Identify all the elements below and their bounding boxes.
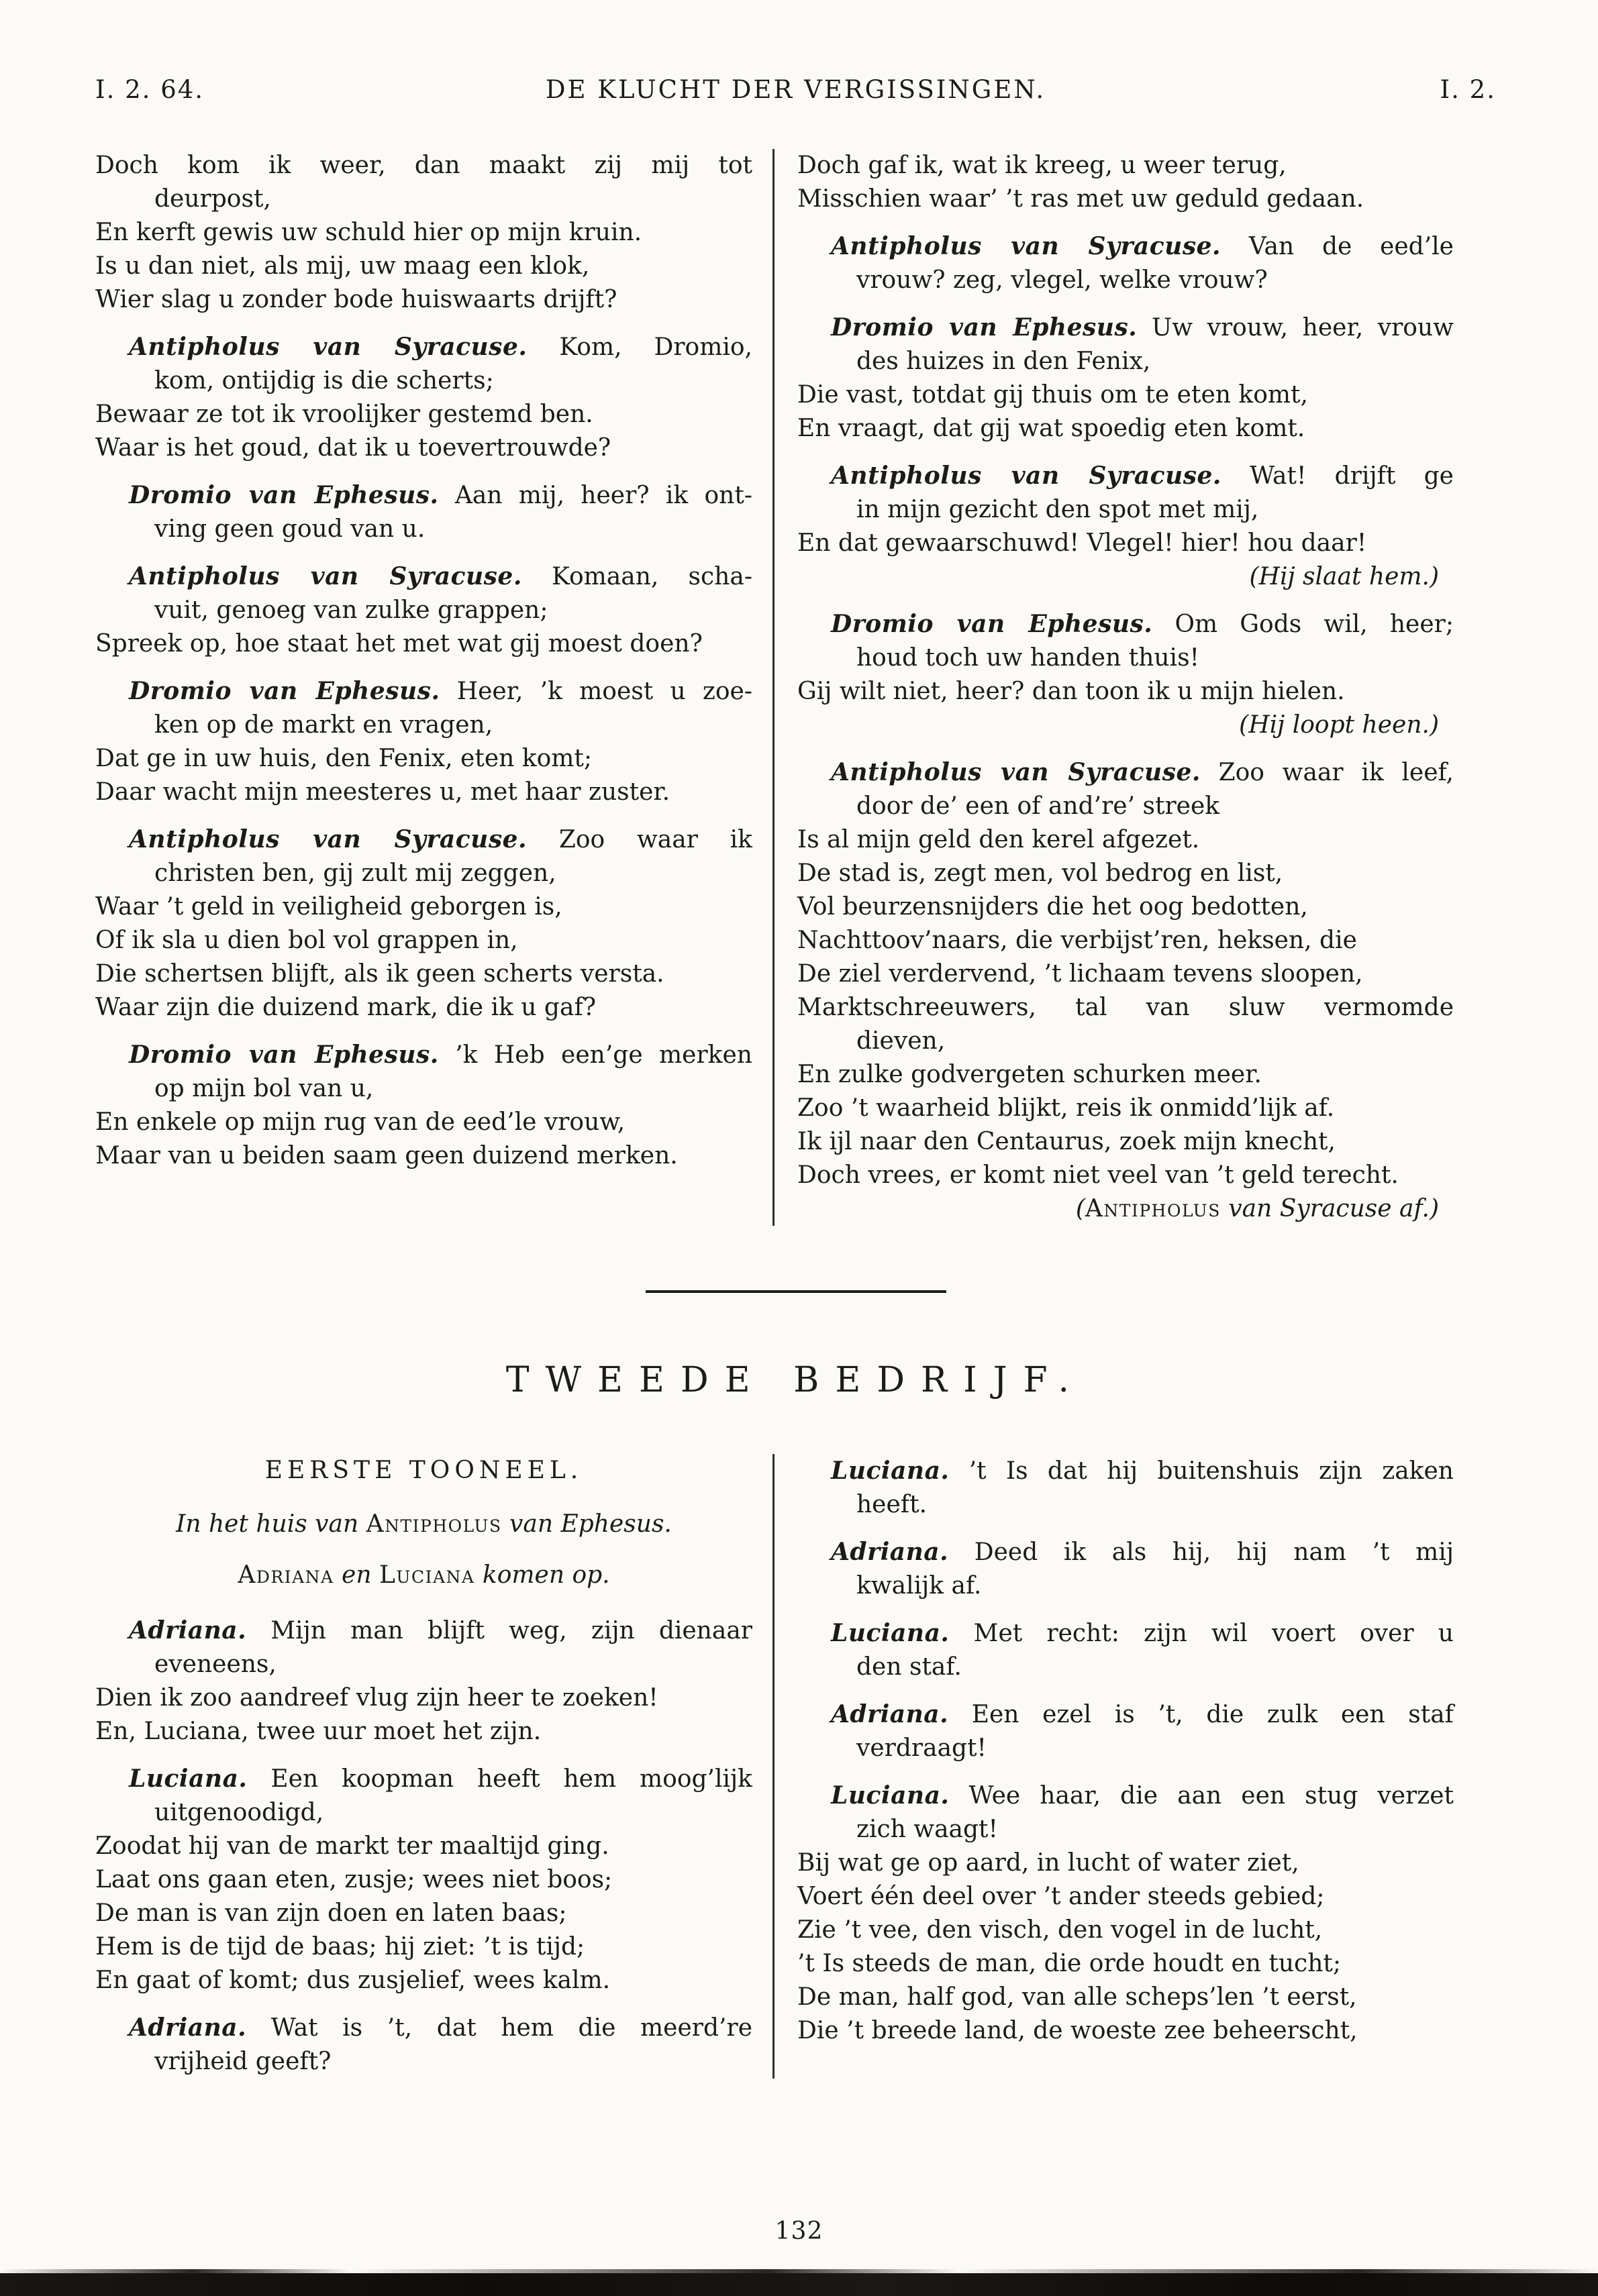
text-segment: Zie ’t vee, den visch, den vogel in de lucht, (797, 1916, 1323, 1944)
verse-line (797, 1846, 1454, 1880)
text-segment: Laat ons gaan eten, zusje; wees niet boos; (95, 1866, 613, 1893)
verse-line (95, 216, 752, 250)
text-segment: Luciana (379, 1561, 475, 1589)
text-segment: Ik ijl naar den Centaurus, zoek mijn knecht, (797, 1128, 1336, 1155)
text-segment: komen op. (475, 1561, 610, 1589)
verse-line (797, 1981, 1454, 2014)
speaker-name: Dromio van Ephesus. (129, 677, 440, 705)
text-segment: En zulke godvergeten schurken meer. (797, 1061, 1262, 1088)
verse-line (797, 182, 1454, 216)
verse-line (797, 1125, 1454, 1159)
text-segment: in mijn gezicht den spot met mij, (856, 496, 1259, 523)
verse-line (95, 478, 752, 513)
text-segment: Bij wat ge op aard, in lucht of water ziet, (797, 1849, 1299, 1877)
header-act-scene-line: I. 2. 64. (95, 75, 205, 104)
verse-line (95, 924, 752, 957)
text-segment: Is al mijn geld den kerel afgezet. (797, 826, 1200, 853)
verse-line (95, 742, 752, 776)
verse-line (797, 311, 1454, 345)
verse-line (95, 1830, 752, 1863)
text-segment: En gaat of komt; dus zusjelief, wees kalm. (95, 1967, 611, 1994)
text-segment: van Ephesus. (501, 1510, 672, 1538)
verse-line (797, 607, 1454, 641)
verse-line (797, 1025, 1454, 1058)
verse-line (95, 1106, 752, 1139)
text-segment: op mijn bol van u, (154, 1075, 374, 1102)
verse-line (797, 345, 1454, 378)
text-segment: Vol beurzensnijders die het oog bedotten, (797, 893, 1308, 921)
verse-line (797, 527, 1454, 560)
speaker-name: Adriana. (831, 1538, 949, 1566)
verse-line (95, 823, 752, 857)
text-segment: Mijn man blijft weg, zijn dienaar (246, 1617, 752, 1645)
speaker-name: Luciana. (129, 1765, 248, 1793)
text-segment: Voert één deel over ’t ander steeds gebied; (797, 1883, 1325, 1910)
text-segment: vrijheid geeft? (154, 2048, 332, 2075)
verse-line (95, 330, 752, 364)
verse-line (797, 1159, 1454, 1192)
verse-line (797, 1092, 1454, 1125)
text-segment: Zoo ’t waarheid blijkt, reis ik onmidd’lijk af. (797, 1094, 1335, 1122)
text-segment: En enkele op mijn rug van de eed’le vrouw, (95, 1108, 626, 1136)
text-segment: van Syracuse af.) (1220, 1195, 1439, 1222)
verse-line (797, 991, 1454, 1025)
text-segment: dieven, (856, 1027, 946, 1055)
speaker-name: Dromio van Ephesus. (831, 610, 1153, 638)
text-segment: Wee haar, die aan een stug verzet (949, 1782, 1454, 1810)
speaker-name: Adriana. (129, 2014, 247, 2042)
speaker-name: Antipholus van Syracuse. (129, 562, 522, 590)
text-segment: door de’ een of and’re’ streek (856, 792, 1220, 820)
verse-line (95, 594, 752, 627)
speaker-name: Antipholus van Syracuse. (129, 825, 528, 853)
text-segment: Dat ge in uw huis, den Fenix, eten komt; (95, 745, 592, 772)
scene-location (95, 1508, 752, 1541)
verse-line (95, 1796, 752, 1830)
text-segment: Doch kom ik weer, dan maakt zij mij tot (95, 152, 752, 179)
verse-line (797, 1058, 1454, 1092)
text-segment: Antipholus (366, 1510, 502, 1538)
text-segment: en (334, 1561, 379, 1589)
speaker-name: Antipholus van Syracuse. (831, 462, 1221, 490)
text-segment: christen ben, gij zult mij zeggen, (154, 859, 556, 887)
stage-direction (797, 1192, 1454, 1226)
text-segment: Antipholus (1085, 1195, 1221, 1222)
text-segment: Waar is het goud, dat ik u toevertrouwde? (95, 434, 611, 462)
text-segment: En vraagt, dat gij wat spoedig eten komt. (797, 415, 1305, 442)
text-segment: Aan mij, heer? ik ont- (438, 482, 752, 509)
text-segment: De ziel verdervend, ’t lichaam tevens sloopen, (797, 960, 1363, 988)
text-segment: ( (1075, 1195, 1085, 1222)
top-right-column (775, 149, 1454, 1226)
text-segment: heeft. (856, 1491, 928, 1518)
text-segment: Een koopman heeft hem moog’lijk (247, 1765, 752, 1793)
verse-line (797, 1732, 1454, 1765)
verse-line (797, 1454, 1454, 1488)
verse-line (95, 1930, 752, 1964)
verse-line (95, 1139, 752, 1173)
text-segment: Doch vrees, er komt niet veel van ’t geld terecht. (797, 1161, 1399, 1189)
text-segment: Bewaar ze tot ik vroolijker gestemd ben. (95, 401, 593, 428)
text-segment: Zoo waar ik leef, (1200, 759, 1454, 786)
verse-line (95, 2011, 752, 2045)
verse-line (95, 431, 752, 465)
text-segment: Marktschreeuwers, tal van sluw vermomde (797, 994, 1454, 1021)
speaker-name: Antipholus van Syracuse. (831, 232, 1221, 260)
text-segment: zich waagt! (856, 1816, 998, 1843)
stage-direction (797, 560, 1454, 594)
text-segment: Waar zijn die duizend mark, die ik u gaf? (95, 994, 597, 1021)
verse-line (797, 1880, 1454, 1914)
speaker-name: Antipholus van Syracuse. (831, 758, 1201, 786)
text-segment: En dat gewaarschuwd! Vlegel! hier! hou daar! (797, 529, 1367, 557)
text-segment: ’t Is steeds de man, die orde houdt en tucht; (797, 1950, 1341, 1977)
text-segment: verdraagt! (856, 1734, 987, 1762)
text-segment: Waar ’t geld in veiligheid geborgen is, (95, 893, 562, 921)
speaker-name: Dromio van Ephesus. (129, 1041, 439, 1069)
verse-line (95, 627, 752, 661)
verse-line (797, 957, 1454, 991)
text-segment: Uw vrouw, heer, vrouw (1137, 314, 1454, 342)
verse-line (95, 250, 752, 283)
text-segment: De man is van zijn doen en laten baas; (95, 1899, 567, 1927)
text-segment: Is u dan niet, als mij, uw maag een klok, (95, 252, 590, 280)
verse-line (797, 1569, 1454, 1603)
text-segment: den staf. (856, 1653, 962, 1681)
top-left-column (95, 149, 775, 1226)
verse-line (95, 2045, 752, 2079)
verse-line (797, 1914, 1454, 1947)
text-segment: Kom, Dromio, (527, 333, 752, 361)
text-segment: eveneens, (154, 1651, 277, 1678)
page-number: 132 (775, 2217, 823, 2245)
speaker-name: Luciana. (831, 1457, 950, 1485)
running-header (95, 75, 1496, 104)
verse-line (797, 1779, 1454, 1813)
text-segment: Die schertsen blijft, als ik geen scherts versta. (95, 960, 664, 988)
speaker-name: Adriana. (129, 1616, 247, 1645)
verse-line (95, 560, 752, 594)
verse-line (797, 1651, 1454, 1684)
verse-line (95, 182, 752, 216)
verse-line (797, 2014, 1454, 2048)
verse-line (95, 283, 752, 317)
verse-line (95, 513, 752, 546)
verse-line (95, 1762, 752, 1796)
text-segment: (Hij slaat hem.) (1249, 563, 1439, 590)
verse-line (797, 924, 1454, 957)
verse-line (95, 991, 752, 1025)
text-segment: En, Luciana, twee uur moet het zijn. (95, 1718, 542, 1745)
verse-line (95, 1038, 752, 1072)
verse-line (797, 890, 1454, 924)
text-segment: ving geen goud van u. (154, 515, 426, 543)
verse-line (797, 459, 1454, 493)
text-segment: Gij wilt niet, heer? dan toon ik u mijn hielen. (797, 678, 1345, 705)
text-segment: Van de eed’le (1221, 233, 1454, 260)
verse-line (797, 493, 1454, 527)
text-segment: Zoodat hij van de markt ter maaltijd ging. (95, 1832, 609, 1860)
verse-line (95, 364, 752, 398)
verse-line (95, 1681, 752, 1715)
stage-direction (797, 709, 1454, 742)
text-segment: En kerft gewis uw schuld hier op mijn kruin. (95, 219, 642, 246)
verse-line (797, 1616, 1454, 1651)
verse-line (95, 890, 752, 924)
text-segment: Wier slag u zonder bode huiswaarts drijft? (95, 286, 617, 313)
verse-line (797, 641, 1454, 675)
section-divider-rule (646, 1290, 946, 1293)
text-segment: Komaan, scha- (521, 563, 752, 590)
verse-line (95, 776, 752, 809)
scan-edge-artifact (0, 2273, 1598, 2296)
text-segment: De stad is, zegt men, vol bedrog en list, (797, 859, 1283, 887)
running-title: DE KLUCHT DER VERGISSINGEN. (545, 75, 1046, 104)
text-segment: Adriana (238, 1561, 334, 1589)
text-segment: In het huis van (176, 1510, 366, 1538)
header-act-scene: I. 2. (1440, 75, 1496, 104)
verse-line (797, 378, 1454, 412)
verse-line (95, 674, 752, 709)
text-segment: Met recht: zijn wil voert over u (949, 1620, 1454, 1647)
verse-line (95, 1715, 752, 1749)
verse-line (95, 1614, 752, 1648)
text-segment: EERSTE TOONEEL. (264, 1457, 583, 1484)
scene-title (95, 1454, 752, 1488)
text-segment: Zoo waar ik (527, 826, 752, 853)
verse-line (797, 857, 1454, 890)
speaker-name: Dromio van Ephesus. (129, 481, 439, 509)
text-segment: Nachttoov’naars, die verbijst’ren, heksen, die (797, 927, 1357, 954)
verse-line (797, 1698, 1454, 1732)
verse-line (95, 709, 752, 742)
verse-line (95, 1648, 752, 1681)
text-segment: Misschien waar’ ’t ras met uw geduld gedaan. (797, 185, 1364, 213)
stage-direction (95, 1559, 752, 1592)
text-segment: (Hij loopt heen.) (1239, 711, 1439, 739)
verse-line (797, 412, 1454, 446)
text-segment: De man, half god, van alle scheps’len ’t eerst, (797, 1983, 1357, 2011)
text-segment: des huizes in den Fenix, (856, 348, 1151, 375)
text-segment: ’t Is dat hij buitenshuis zijn zaken (949, 1457, 1454, 1485)
verse-line (797, 823, 1454, 857)
text-segment: Wat is ’t, dat hem die meerd’re (246, 2014, 752, 2042)
verse-line (95, 398, 752, 431)
verse-line (797, 675, 1454, 709)
verse-line (95, 149, 752, 182)
text-segment: ken op de markt en vragen, (154, 711, 493, 739)
verse-line (797, 229, 1454, 264)
text-segment: deurpost, (154, 185, 271, 213)
text-segment: Maar van u beiden saam geen duizend merken. (95, 1142, 678, 1169)
speaker-name: Antipholus van Syracuse. (129, 333, 528, 361)
bottom-right-column (775, 1454, 1454, 2079)
verse-line (95, 1863, 752, 1897)
speaker-name: Dromio van Ephesus. (831, 313, 1138, 342)
text-segment: vrouw? zeg, vlegel, welke vrouw? (856, 266, 1268, 294)
text-segment: houd toch uw handen thuis! (856, 644, 1200, 672)
verse-line (95, 857, 752, 890)
text-segment: Die ’t breede land, de woeste zee beheerscht, (797, 2017, 1358, 2044)
text-segment: Dien ik zoo aandreef vlug zijn heer te zoeken! (95, 1684, 658, 1712)
verse-line (797, 1947, 1454, 1981)
text-segment: ’k Heb een’ge merken (438, 1041, 752, 1069)
speaker-name: Adriana. (831, 1700, 949, 1728)
bottom-text-section (95, 1454, 1496, 2079)
verse-line (797, 264, 1454, 297)
text-segment: Deed ik als hij, hij nam ’t mij (948, 1538, 1454, 1566)
verse-line (797, 149, 1454, 182)
verse-line (797, 755, 1454, 790)
verse-line (95, 957, 752, 991)
verse-line (797, 1535, 1454, 1569)
text-segment: Een ezel is ’t, die zulk een staf (948, 1701, 1454, 1728)
verse-line (95, 1897, 752, 1930)
text-segment: Daar wacht mijn meesteres u, met haar zuster. (95, 778, 670, 806)
text-segment: Doch gaf ik, wat ik kreeg, u weer terug, (797, 152, 1287, 179)
verse-line (797, 1488, 1454, 1522)
text-segment: kwalijk af. (856, 1572, 982, 1600)
text-segment: vuit, genoeg van zulke grappen; (154, 596, 548, 624)
text-segment: Of ik sla u dien bol vol grappen in, (95, 927, 518, 954)
act-heading: TWEEDE BEDRIJF. (505, 1360, 1086, 1400)
text-segment: uitgenoodigd, (154, 1799, 324, 1826)
text-segment: Om Gods wil, heer; (1152, 611, 1454, 638)
verse-line (797, 1813, 1454, 1846)
text-segment: Spreek op, hoe staat het met wat gij moest doen? (95, 630, 703, 658)
text-segment: Die vast, totdat gij thuis om te eten komt, (797, 381, 1308, 409)
speaker-name: Luciana. (831, 1619, 950, 1647)
text-segment: Hem is de tijd de baas; hij ziet: ’t is tijd; (95, 1933, 585, 1961)
verse-line (95, 1072, 752, 1106)
bottom-left-column (95, 1454, 775, 2079)
text-segment: Heer, ’k moest u zoe- (440, 678, 752, 705)
top-text-section (95, 149, 1496, 1226)
speaker-name: Luciana. (831, 1781, 950, 1810)
page-content (95, 149, 1496, 2079)
verse-line (95, 1964, 752, 1997)
verse-line (797, 790, 1454, 823)
text-segment: Wat! drijft ge (1221, 462, 1454, 490)
text-segment: kom, ontijdig is die scherts; (154, 367, 494, 395)
